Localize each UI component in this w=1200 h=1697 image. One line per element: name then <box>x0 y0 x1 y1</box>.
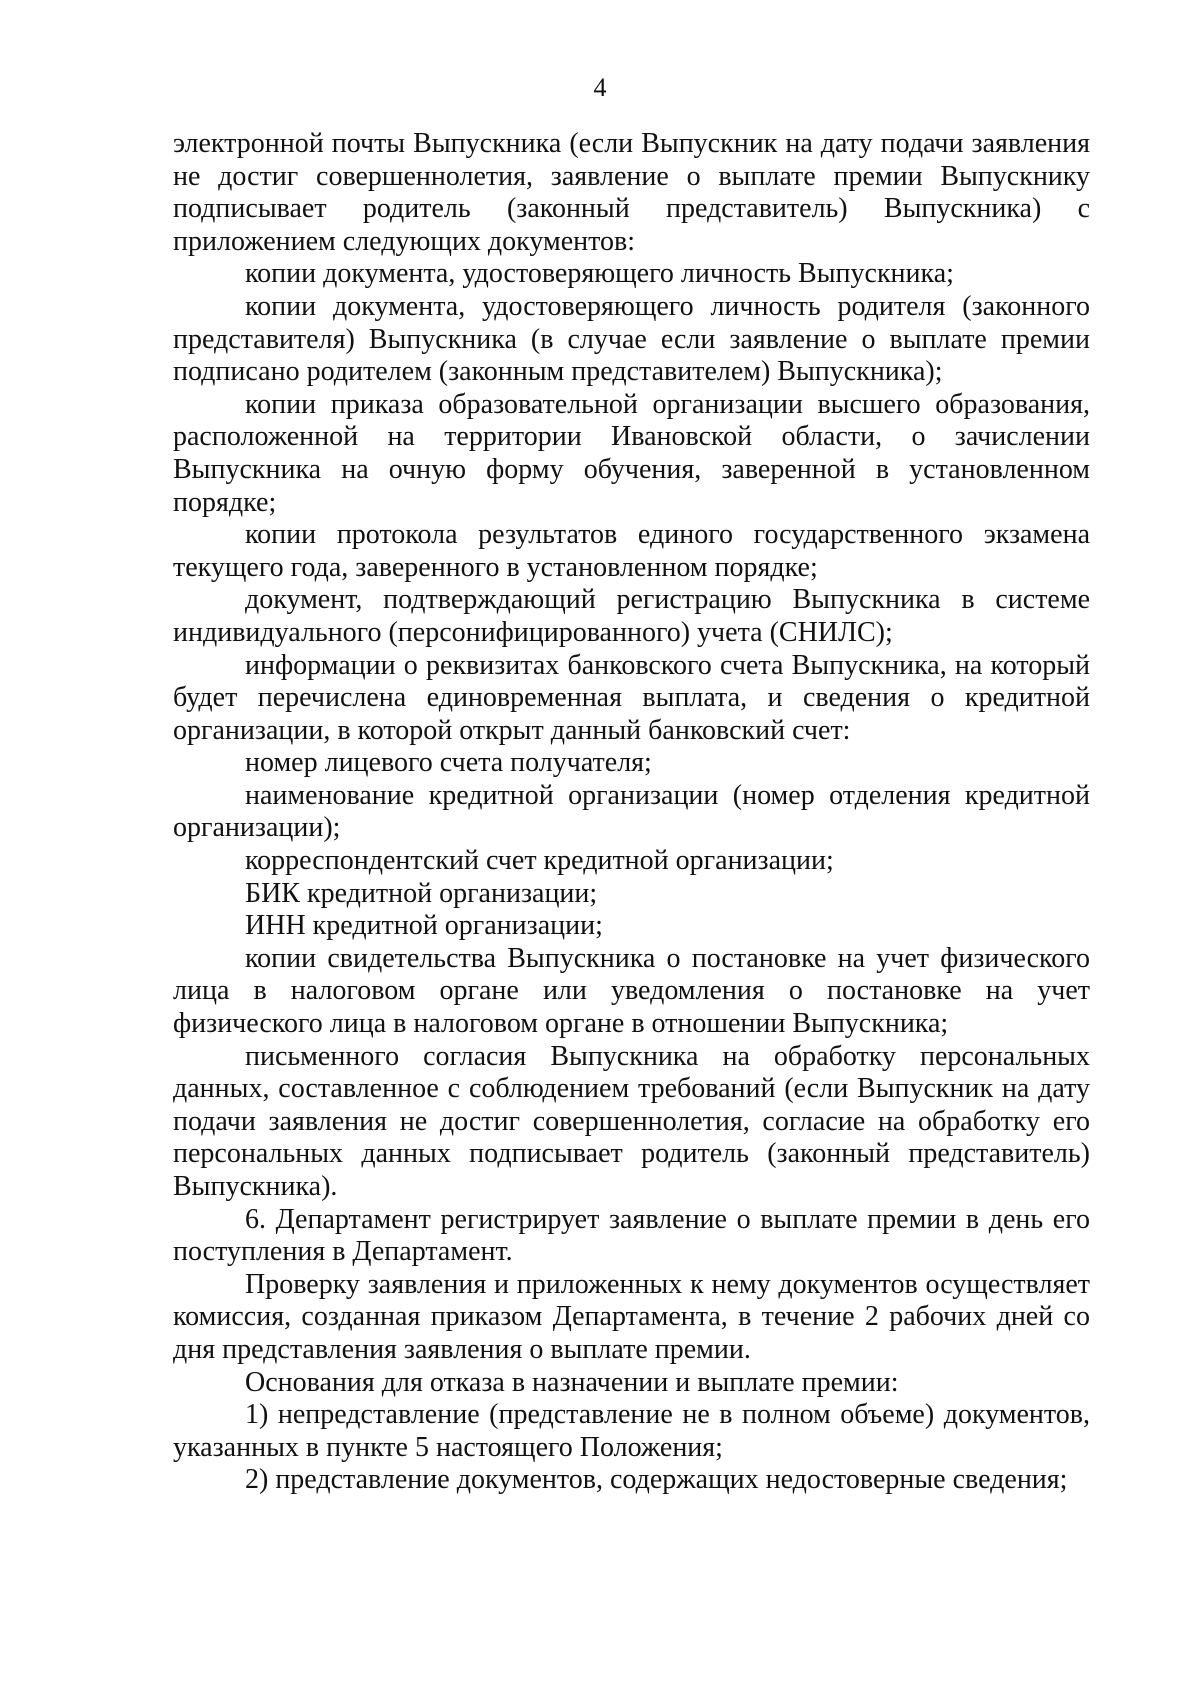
paragraph: Проверку заявления и приложенных к нему документов осуществляет комиссия, созданная приказом Департамента, в течение 2 рабочих дней со дня представления заявления о выплате премии. <box>173 1268 1090 1365</box>
paragraph: копии протокола результатов единого государственного экзамена текущего года, заверенного в установленном порядке; <box>173 519 1090 583</box>
paragraph: ИНН кредитной организации; <box>245 910 603 942</box>
paragraph: документ, подтверждающий регистрацию Выпускника в системе индивидуального (персонифицированного) учета (СНИЛС); <box>173 584 1090 648</box>
paragraph: БИК кредитной организации; <box>245 877 598 909</box>
paragraph: копии приказа образовательной организации высшего образования, расположенной на территории Ивановской области, о зачислении Выпускника на очную форму обучения, заверенной в установленном порядке; <box>173 388 1090 518</box>
paragraph: копии документа, удостоверяющего личность Выпускника; <box>245 258 954 290</box>
paragraph: письменного согласия Выпускника на обработку персональных данных, составленное с соблюдением требований (если Выпускник на дату подачи заявления не достиг совершеннолетия, согласие на обработку его персональных данных подписывает родитель (законный представитель) Выпускника). <box>173 1040 1090 1202</box>
paragraph: корреспондентский счет кредитной организации; <box>245 845 834 877</box>
document-body <box>173 128 1090 1497</box>
paragraph: 1) непредставление (представление не в полном объеме) документов, указанных в пункте 5 настоящего Положения; <box>173 1399 1090 1463</box>
paragraph: наименование кредитной организации (номер отделения кредитной организации); <box>173 779 1090 844</box>
paragraph: копии свидетельства Выпускника о постановке на учет физического лица в налоговом органе или уведомления о постановке на учет физического лица в налоговом органе в отношении Выпускника; <box>173 942 1090 1040</box>
paragraph: Основания для отказа в назначении и выплате премии: <box>245 1366 899 1398</box>
paragraph: номер лицевого счета получателя; <box>245 747 652 779</box>
page-number: 4 <box>593 73 607 102</box>
paragraph: электронной почты Выпускника (если Выпускник на дату подачи заявления не достиг совершеннолетия, заявление о выплате премии Выпускнику подписывает родитель (законный представитель) Выпускника) с приложением следующих документов: <box>173 128 1090 257</box>
paragraph: копии документа, удостоверяющего личность родителя (законного представителя) Выпускника (в случае если заявление о выплате премии подписано родителем (законным представителем) Выпускника); <box>173 290 1090 388</box>
paragraph: 2) представление документов, содержащих недостоверные сведения; <box>245 1464 1068 1496</box>
paragraph: 6. Департамент регистрирует заявление о выплате премии в день его поступления в Департамент. <box>173 1203 1090 1268</box>
paragraph: информации о реквизитах банковского счета Выпускника, на который будет перечислена единовременная выплата, и сведения о кредитной организации, в которой открыт данный банковский счет: <box>173 649 1090 746</box>
